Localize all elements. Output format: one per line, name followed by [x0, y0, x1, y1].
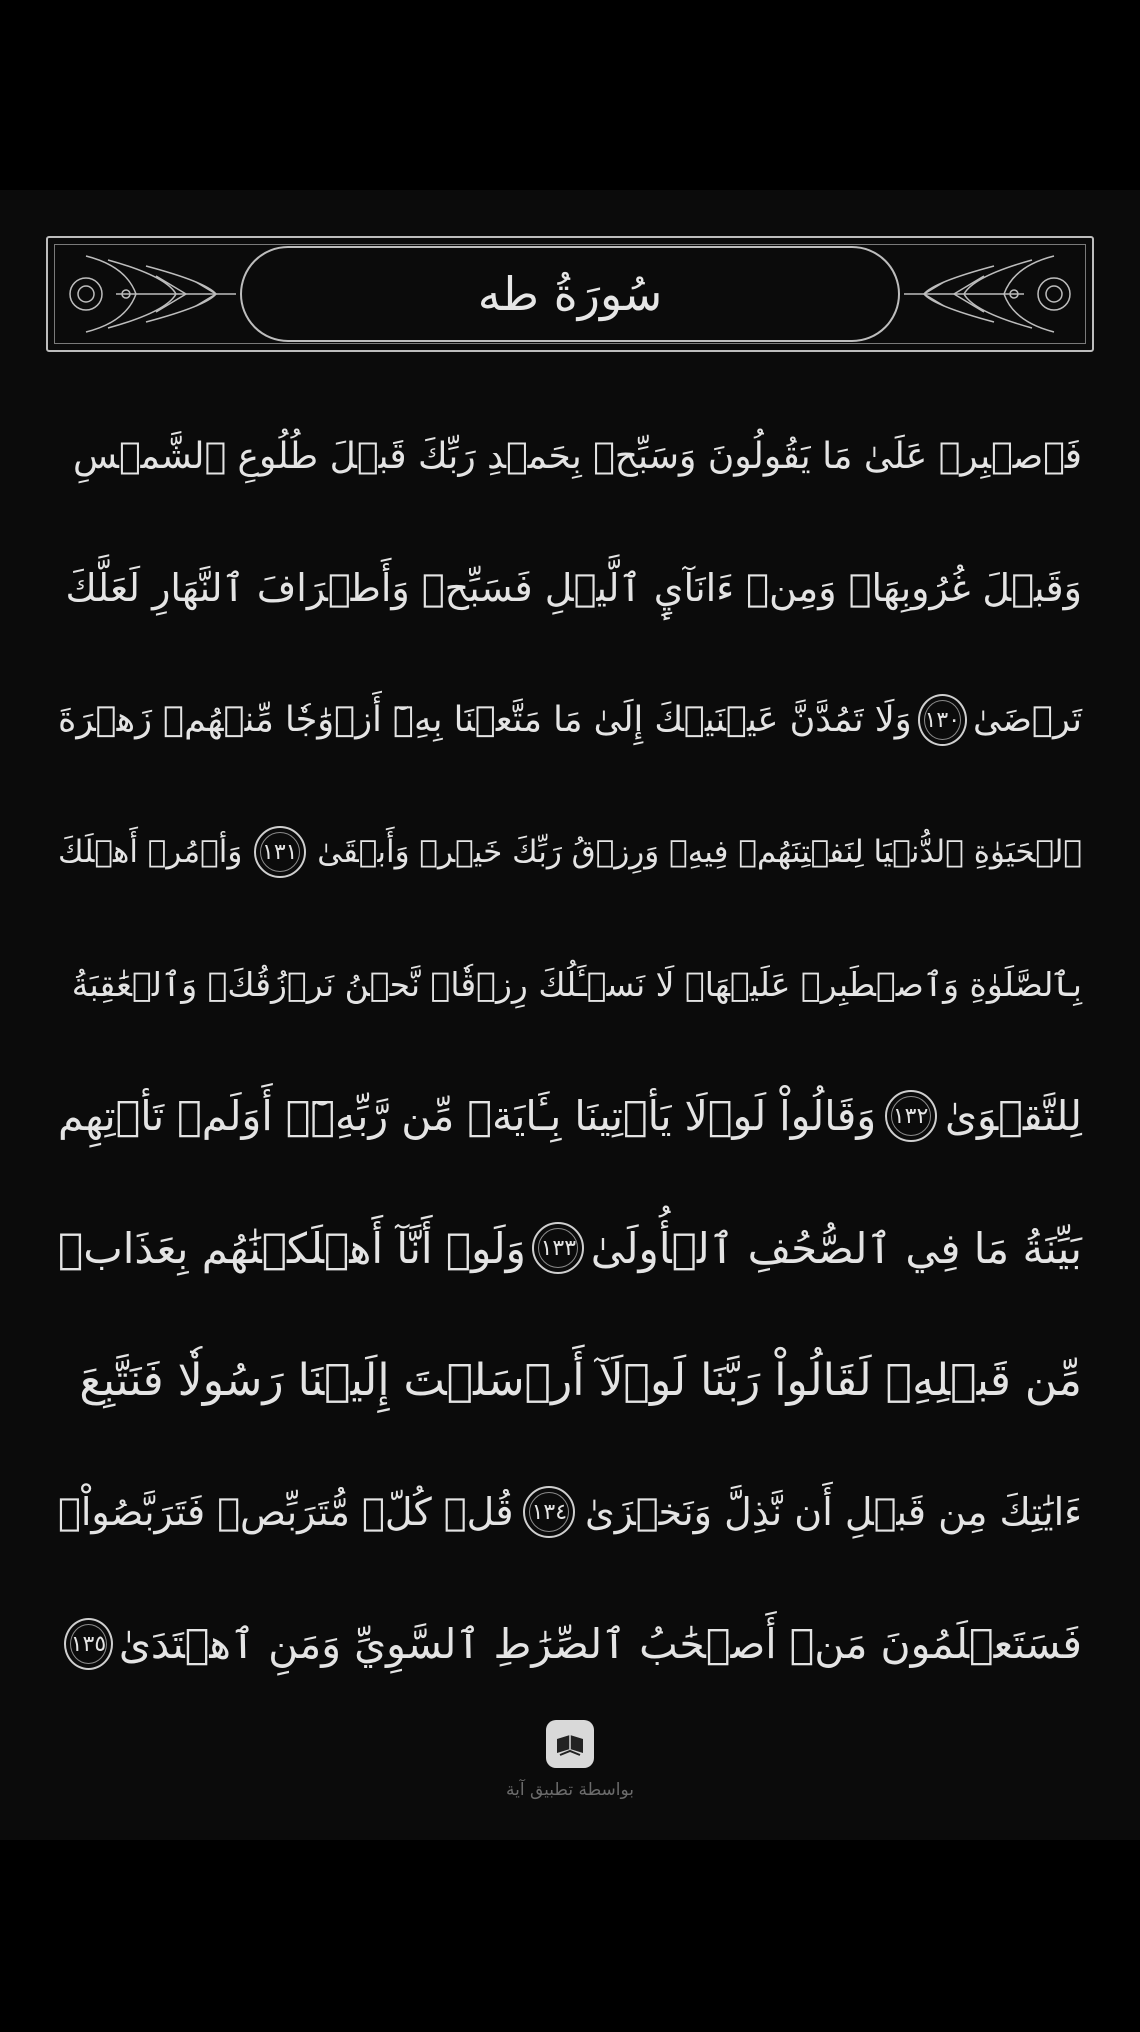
right-ornament-icon: [884, 246, 1084, 342]
verse-line: [58, 1314, 1082, 1446]
verse-text: تَرۡضَىٰ: [973, 700, 1082, 740]
verse-text: بَيِّنَةُ مَا فِي ٱلصُّحُفِ ٱلۡأُولَىٰ: [590, 1223, 1082, 1273]
verse-text: وَقَبۡلَ غُرُوبِهَاۖ وَمِنۡ ءَانَآيِٕ ٱلَّيۡلِ فَسَبِّحۡ وَأَطۡرَافَ ٱلنَّهَارِ لَعَلَّكَ: [65, 566, 1082, 610]
footer: [0, 1720, 1140, 1800]
surah-title: سُورَةُ طه: [477, 267, 663, 321]
ayah-number-marker[interactable]: ١٣٢: [885, 1090, 937, 1142]
app-attribution[interactable]: بواسطة تطبيق آية: [505, 1780, 635, 1800]
ayah-number-marker[interactable]: ١٣٣: [532, 1222, 584, 1274]
ayah-number-marker[interactable]: ١٣٤: [523, 1486, 575, 1538]
verse-line: [58, 1446, 1082, 1578]
ayah-number-marker[interactable]: ١٣٥: [64, 1618, 113, 1670]
verse-text: وَلَا تَمُدَّنَّ عَيۡنَيۡكَ إِلَىٰ مَا مَتَّعۡنَا بِهِۦٓ أَزۡوَٰجٗا مِّنۡهُمۡ زَهۡرَةَ: [58, 700, 912, 740]
mushaf-page-card: [0, 190, 1140, 1840]
verse-text: لِلتَّقۡوَىٰ: [944, 1092, 1082, 1140]
surah-title-cartouche: [240, 246, 900, 342]
ayah-number-marker[interactable]: ١٣٠: [918, 694, 967, 746]
verses-block: [58, 390, 1082, 1710]
verse-text: وَلَوۡ أَنَّآ أَهۡلَكۡنَٰهُم بِعَذَابٖ: [58, 1223, 526, 1273]
verse-line: [58, 1050, 1082, 1182]
verse-line: [58, 390, 1082, 522]
surah-header-frame: [46, 236, 1094, 352]
verse-line: [58, 522, 1082, 654]
verse-text: ءَايَٰتِكَ مِن قَبۡلِ أَن نَّذِلَّ وَنَخۡزَىٰ: [585, 1490, 1082, 1534]
verse-text: مِّن قَبۡلِهِۦ لَقَالُواْ رَبَّنَا لَوۡلَآ أَرۡسَلۡتَ إِلَيۡنَا رَسُولٗا فَنَتَّبِعَ: [79, 1354, 1082, 1406]
verse-line: [58, 654, 1082, 786]
verse-text: وَأۡمُرۡ أَهۡلَكَ: [58, 834, 243, 870]
verse-text: قُلۡ كُلّٞ مُّتَرَبِّصٞ فَتَرَبَّصُواْۖ: [58, 1490, 514, 1534]
ayah-number-marker[interactable]: ١٣١: [254, 826, 306, 878]
verse-text: وَقَالُواْ لَوۡلَا يَأۡتِينَا بِـَٔايَةٖ مِّن رَّبِّهِۦٓۚ أَوَلَمۡ تَأۡتِهِم: [58, 1092, 877, 1140]
verse-line: [58, 786, 1082, 918]
verse-text: ٱلۡحَيَوٰةِ ٱلدُّنۡيَا لِنَفۡتِنَهُمۡ فِيهِۚ وَرِزۡقُ رَبِّكَ خَيۡرٞ وَأَبۡقَىٰ: [317, 834, 1082, 870]
app-icon[interactable]: [546, 1720, 594, 1768]
verse-line: [58, 1182, 1082, 1314]
left-ornament-icon: [56, 246, 256, 342]
verse-line: [58, 1578, 1082, 1710]
quran-book-icon: [555, 1731, 585, 1757]
verse-text: فَسَتَعۡلَمُونَ مَنۡ أَصۡحَٰبُ ٱلصِّرَٰطِ ٱلسَّوِيِّ وَمَنِ ٱهۡتَدَىٰ: [118, 1620, 1082, 1668]
verse-text: فَٱصۡبِرۡ عَلَىٰ مَا يَقُولُونَ وَسَبِّحۡ بِحَمۡدِ رَبِّكَ قَبۡلَ طُلُوعِ ٱلشَّمۡسِ: [73, 435, 1082, 477]
verse-text: بِٱلصَّلَوٰةِ وَٱصۡطَبِرۡ عَلَيۡهَاۖ لَا نَسۡـَٔلُكَ رِزۡقٗاۖ نَّحۡنُ نَرۡزُقُكَۗ وَٱلۡعَٰقِبَةُ: [71, 964, 1082, 1004]
verse-line: [58, 918, 1082, 1050]
